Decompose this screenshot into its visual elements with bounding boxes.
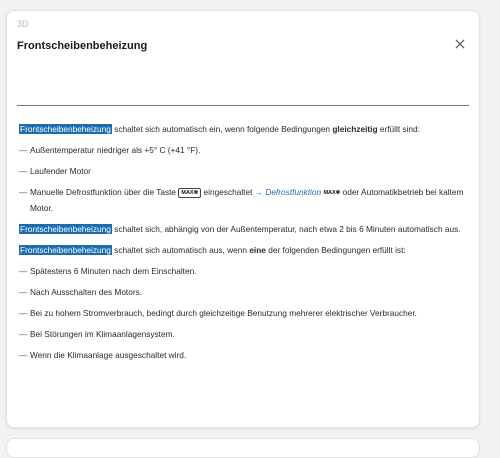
list-item: — Bei Störungen im Klimaanlagensystem. — [19, 327, 465, 342]
close-icon[interactable] — [453, 37, 467, 51]
paragraph-text: schaltet sich automatisch ein, wenn folgende Bedingungen — [111, 124, 333, 134]
title-divider — [17, 105, 469, 106]
next-card — [6, 438, 480, 458]
close-button[interactable] — [453, 37, 467, 51]
max-defrost-icon: MAX❄ — [323, 190, 341, 196]
dialog-title: Frontscheibenbeheizung — [17, 40, 148, 52]
paragraph-text: schaltet sich automatisch aus, wenn — [111, 245, 250, 255]
list-item: — Außentemperatur niedriger als +5° C (+41 °F). — [19, 143, 465, 158]
search-highlight: Frontscheibenbeheizung — [20, 245, 111, 255]
list-item: — Bei zu hohem Stromverbrauch, bedingt durch gleichzeitige Benutzung mehrerer elektrischer Verbraucher. — [19, 306, 465, 321]
info-dialog — [6, 10, 480, 428]
list-item-manual-defrost — [19, 185, 465, 216]
list-item: — Spätestens 6 Minuten nach dem Einschalten. — [19, 264, 465, 279]
list-item-text: Manuelle Defrostfunktion über die Taste — [30, 187, 179, 197]
list-item: — Wenn die Klimaanlage ausgeschaltet wird. — [19, 348, 465, 363]
paragraph-text: schaltet sich, abhängig von der Außentemperatur, nach etwa 2 bis 6 Minuten automatisch aus. — [111, 224, 461, 234]
list-item: — Laufender Motor — [19, 164, 465, 179]
search-highlight: Frontscheibenbeheizung — [20, 224, 111, 234]
search-highlight: Frontscheibenbeheizung — [20, 124, 111, 134]
list-item-text: eingeschaltet — [201, 187, 255, 197]
list-item: — Nach Ausschalten des Motors. — [19, 285, 465, 300]
max-defrost-button-icon: MAX❄ — [178, 188, 201, 198]
paragraph-deactivation — [19, 243, 465, 258]
paragraph-text: erfüllt sind: — [377, 124, 420, 134]
defrost-function-link[interactable]: → Defrostfunktion — [254, 187, 322, 197]
paragraph-activation — [19, 122, 465, 137]
paragraph-text: der folgenden Bedingungen erfüllt ist: — [265, 245, 406, 255]
list-item-text: oder Automatikbetrieb bei kaltem Motor. — [30, 187, 464, 213]
dialog-content — [19, 122, 465, 369]
section-tag: 3D — [17, 19, 29, 29]
emphasis-text: eine — [249, 245, 266, 255]
paragraph-auto-off-time — [19, 222, 465, 237]
emphasis-text: gleichzeitig — [332, 124, 378, 134]
